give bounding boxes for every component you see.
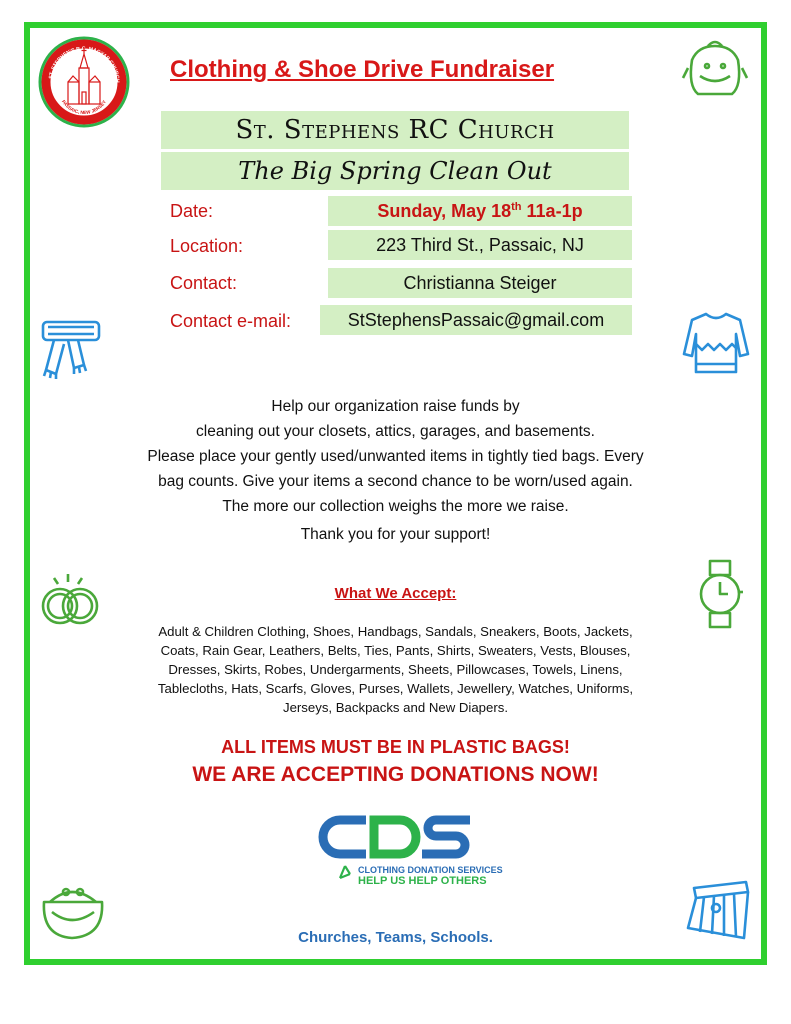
accept-line: Coats, Rain Gear, Leathers, Belts, Ties, Pants, Shirts, Sweaters, Vests, Blouses, (160, 643, 631, 658)
message-line: Please place your gently used/unwanted items in tightly tied bags. Every (147, 448, 644, 465)
accept-line: Jerseys, Backpacks and New Diapers. (282, 700, 508, 715)
event-name-banner: The Big Spring Clean Out (161, 152, 629, 190)
cds-logo-line1: CLOTHING DONATION SERVICES (358, 865, 503, 875)
location-value: 223 Third St., Passaic, NJ (328, 230, 632, 260)
date-label: Date: (170, 201, 214, 221)
cds-logo (318, 812, 503, 894)
message-line: bag counts. Give your items a second chance to be worn/used again. (158, 473, 633, 490)
scarf-icon (40, 318, 102, 385)
email-label: Contact e-mail: (170, 311, 292, 331)
message-block (80, 394, 711, 547)
church-name-banner: St. Stephens RC Church (161, 111, 629, 149)
contact-value: Christianna Steiger (328, 268, 632, 298)
bags-notice: ALL ITEMS MUST BE IN PLASTIC BAGS! (221, 737, 570, 757)
church-seal-logo (38, 36, 130, 128)
accept-heading: What We Accept: (334, 585, 457, 602)
watch-icon (696, 558, 746, 635)
accept-line: Tablecloths, Hats, Scarfs, Gloves, Purses, Wallets, Jewellery, Watches, Uniforms, (157, 681, 634, 696)
page-title: Clothing & Shoe Drive Fundraiser (170, 56, 555, 83)
rings-icon (36, 568, 106, 635)
message-line: Help our organization raise funds by (271, 398, 520, 415)
recycle-icon (336, 864, 354, 887)
seal-top-text: ST. STEPHEN'S R.C. MAGYAR CHURCH (48, 45, 121, 83)
message-line: cleaning out your closets, attics, garages, and basements. (196, 423, 595, 440)
sweater-icon (682, 310, 750, 381)
accepting-notice: WE ARE ACCEPTING DONATIONS NOW! (192, 763, 599, 786)
seal-bottom-text: PASSAIC, NEW JERSEY (60, 99, 108, 116)
backpack-icon (680, 38, 750, 105)
skirt-icon (686, 878, 756, 949)
message-line: The more our collection weighs the more we raise. (222, 498, 569, 515)
purse-icon (38, 878, 108, 947)
email-value: StStephensPassaic@gmail.com (320, 305, 632, 335)
message-line: Thank you for your support! (300, 526, 491, 543)
location-label: Location: (170, 236, 244, 256)
date-value: Sunday, May 18th 11a-1p (328, 196, 632, 226)
accept-line: Adult & Children Clothing, Shoes, Handbags, Sandals, Sneakers, Boots, Jackets, (158, 624, 633, 639)
accept-list (100, 622, 691, 717)
cds-logo-line2: HELP US HELP OTHERS (358, 875, 487, 887)
footer-tagline: Churches, Teams, Schools. (298, 929, 493, 946)
accept-line: Dresses, Skirts, Robes, Undergarments, Sheets, Pillowcases, Towels, Linens, (168, 662, 623, 677)
contact-label: Contact: (170, 273, 238, 293)
